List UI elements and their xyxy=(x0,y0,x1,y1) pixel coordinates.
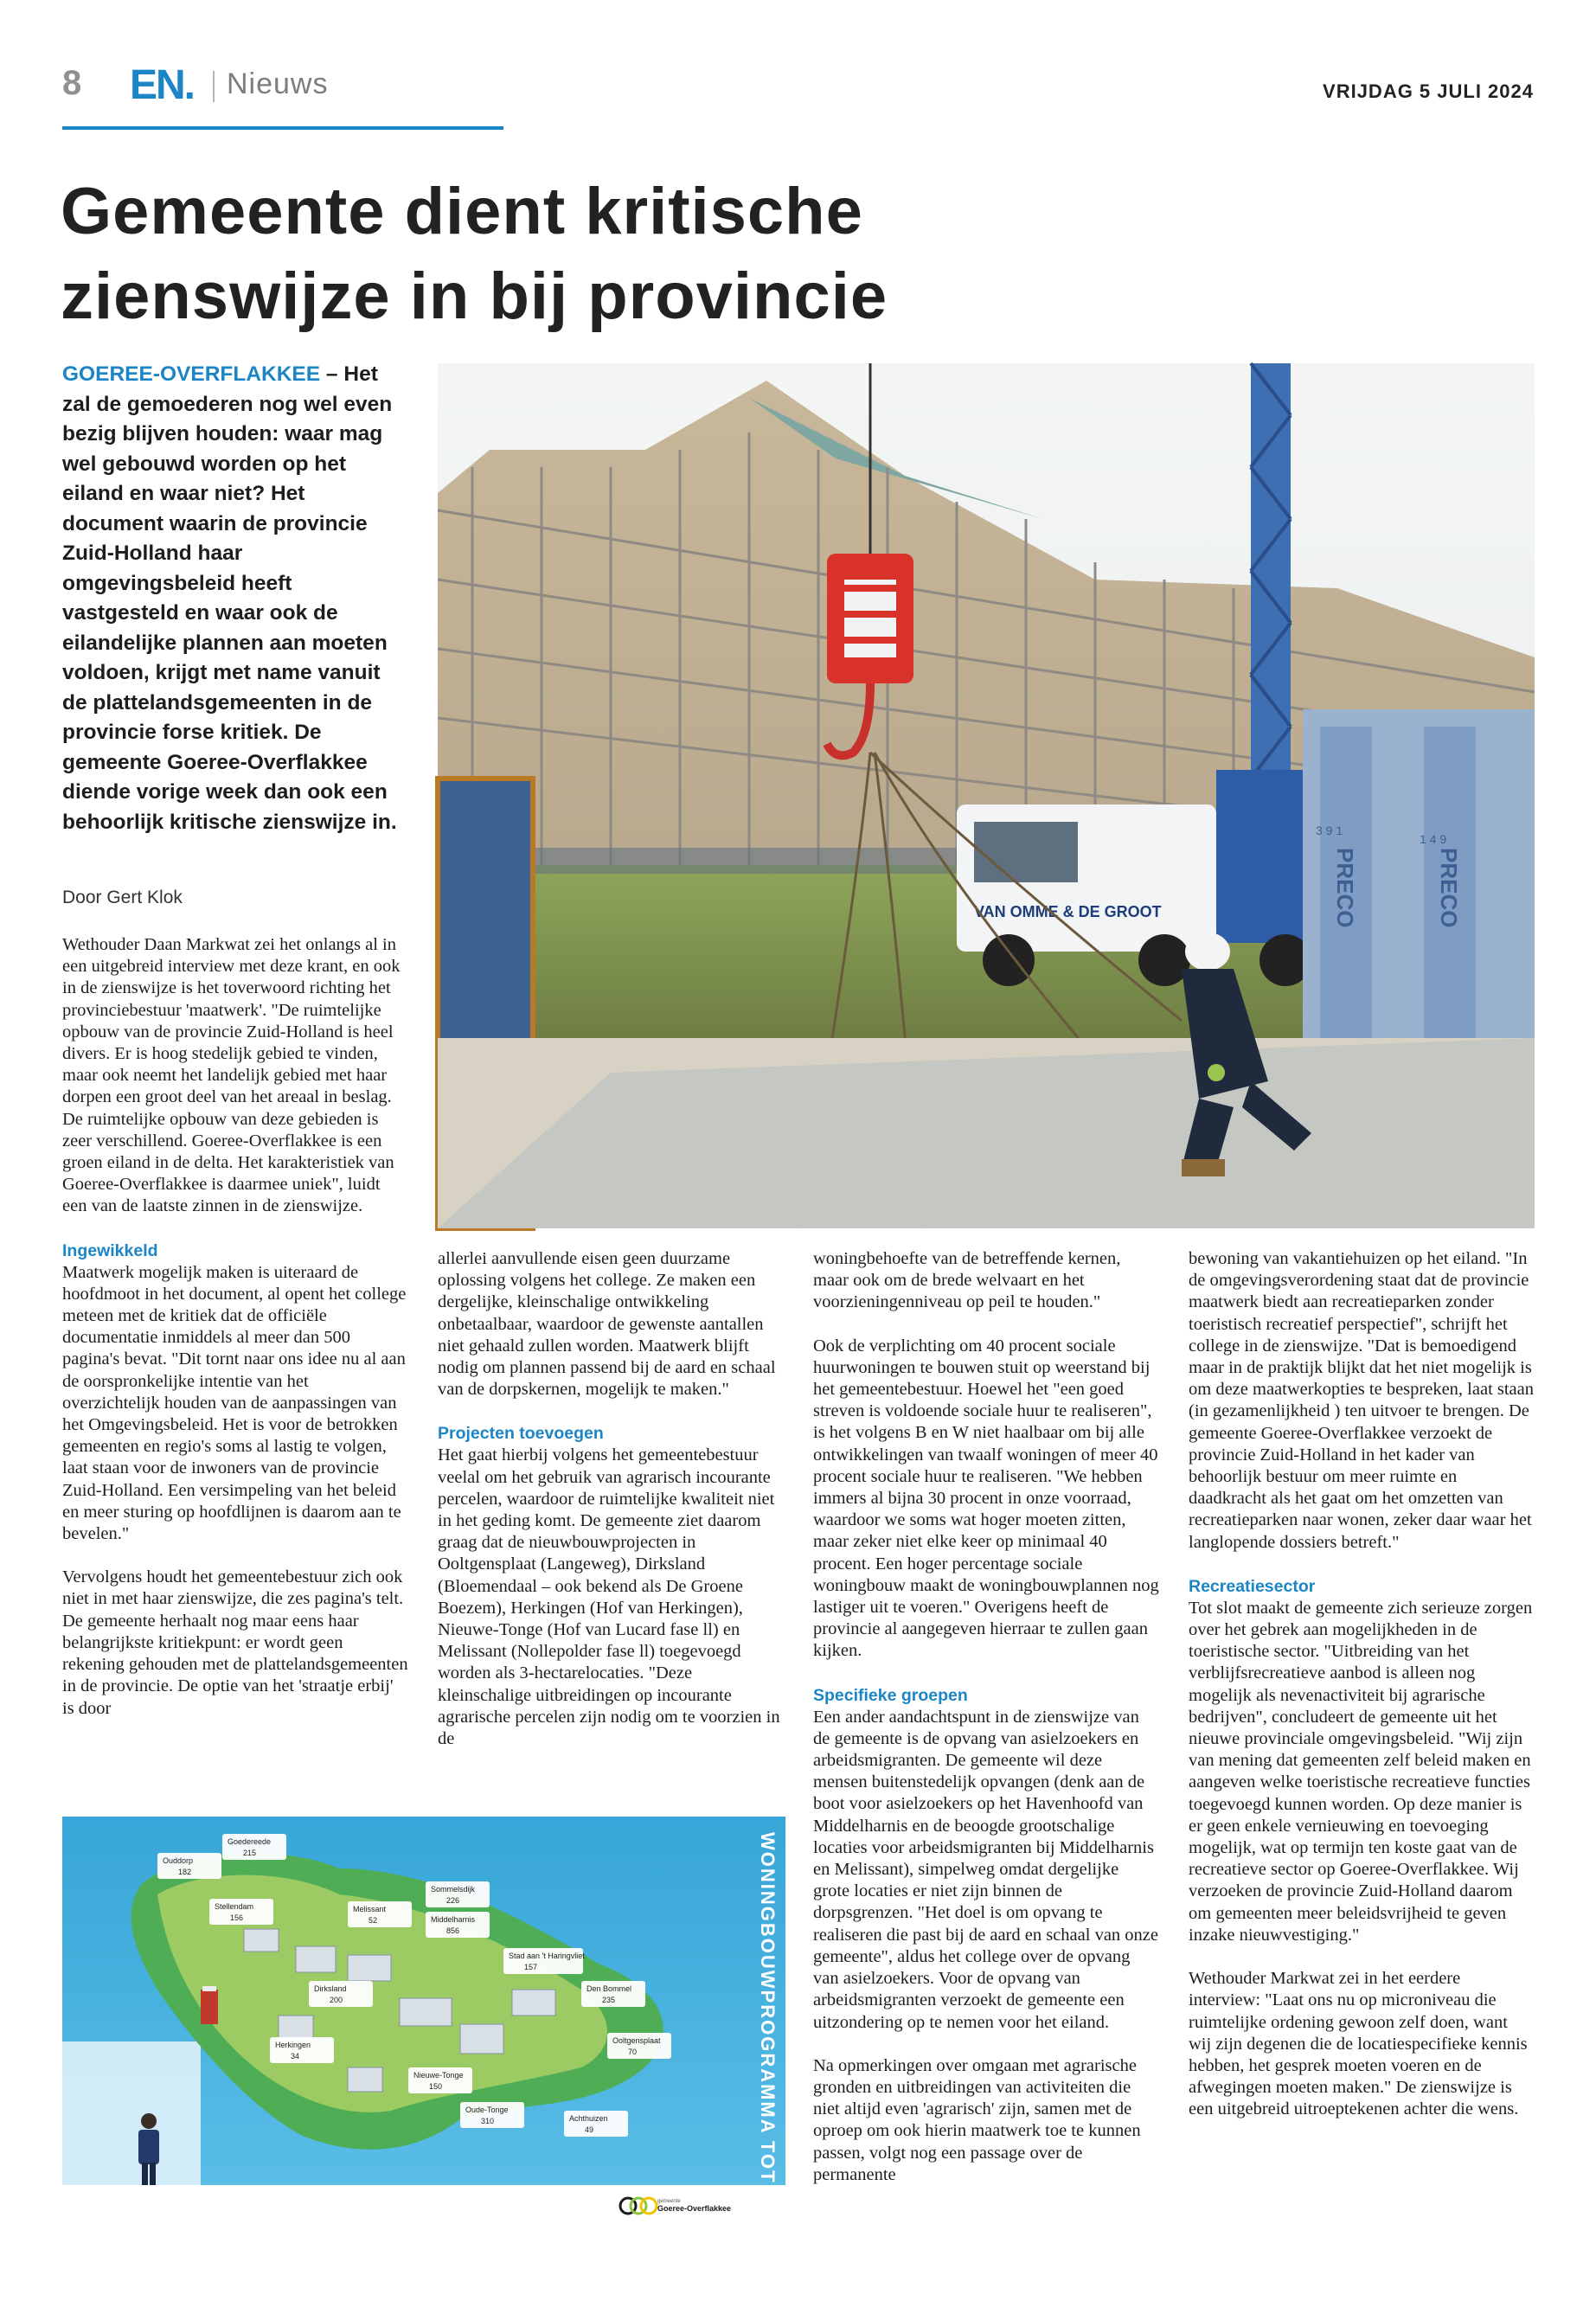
lead-paragraph xyxy=(62,360,408,837)
gemeente-logo-name: Goeree-Overflakkee xyxy=(657,2204,732,2213)
dateline-dash: – xyxy=(320,362,344,386)
place-label xyxy=(581,1981,645,2007)
paragraph: Ook de verplichting om 40 procent sociale huurwoningen te bouwen stuit op weerstand bij het gemeentebestuur. Hoewel het "een goed streven is voldoende sociale huur te realiseren", is het volgens B en W niet haalbaar om bij alle ontwikkelingen van twaalf woningen of meer 40 procent sociale huur te realiseren. "We hebben immers al bijna 30 procent in onze voorraad, waardoor we soms wat hoger moeten zitten, maar zeker niet elke keer op minimaal 40 procent. Een hoger percentage sociale woningbouw maakt de woningbouwplannen nog lastiger uit te voeren." Overigens heeft de provincie al aangegeven hierraar te zullen gaan kijken. xyxy=(813,1336,1159,1661)
place-name: Melissant xyxy=(353,1905,387,1913)
place-label xyxy=(309,1981,373,2007)
place-count: 200 xyxy=(330,1996,343,2004)
place-name: Den Bommel xyxy=(586,1984,632,1993)
place-name: Sommelsdijk xyxy=(431,1885,476,1894)
preco-label-1: PRECO xyxy=(1332,848,1358,928)
brand-logo-text: EN. xyxy=(130,62,195,108)
header-divider xyxy=(213,71,215,102)
place-name: Middelharnis xyxy=(431,1915,476,1924)
subheading: Projecten toevoegen xyxy=(438,1424,604,1444)
place-name: Ooltgensplaat xyxy=(612,2036,661,2045)
place-count: 226 xyxy=(446,1896,460,1905)
gemeente-logo-label: gemeente xyxy=(657,2199,681,2204)
truck-company-text: VAN OMME & DE GROOT xyxy=(974,903,1162,920)
place-label xyxy=(426,1881,490,1907)
place-name: Nieuwe-Tonge xyxy=(413,2071,464,2080)
place-count: 856 xyxy=(446,1926,460,1935)
headline xyxy=(61,170,1099,339)
body-column-4 xyxy=(1189,1248,1535,2143)
dateline-place: GOEREE-OVERFLAKKEE xyxy=(62,362,321,386)
place-count: 156 xyxy=(230,1913,244,1922)
place-label xyxy=(209,1899,273,1925)
paragraph: Na opmerkingen over omgaan met agrarische gronden en uitbreidingen van activiteiten die niet altijd even 'agrarisch' zijn, samen met de oproep om ook hierin maatwerk toe te kunnen passen, volgt nog een passage over de permanente xyxy=(813,2055,1141,2184)
subheading: Specifieke groepen xyxy=(813,1685,968,1705)
paragraph: woningbehoefte van de betreffende kernen, maar ook om de brede welvaart en het voorzieningenniveau op peil te houden." xyxy=(813,1249,1121,1312)
place-count: 182 xyxy=(178,1868,192,1876)
paragraph: Een ander aandachtspunt in de zienswijze van de gemeente is de opvang van asielzoekers en arbeidsmigranten. De gemeente wil deze mensen buitenstedelijk opvangen (denk aan de boot voor asielzoekers op het Havenhoofd van Middelharnis en de beoogde grootschalige locaties voor arbeidsmigranten bij Middelharnis en Melissant), simpelweg omdat dergelijke grote locaties er niet zijn binnen de dorpsgrenzen. "Het doel is om opvang te realiseren die past bij de aard en schaal van onze gemeente", aldus het college over de opvang van asielzoekers. Voor de opvang van arbeidsmigranten verzoekt de gemeente een uitzondering op te nemen voor het eiland. xyxy=(813,1707,1158,2032)
construction-photo xyxy=(438,363,1535,1228)
place-name: Herkingen xyxy=(275,2041,311,2049)
page-number: 8 xyxy=(62,64,82,102)
paragraph: bewoning van vakantiehuizen op het eiland. "In de omgevingsverordening staat dat de provincie maatwerk biedt aan recreatieparken zonder toeristisch recreatief perspectief", schrijft het college in de zienswijze. "Dat is bemoedigend maar in de praktijk blijkt dat het niet mogelijk is om deze maatwerkopties te bespreken, laat staan (in gezamenlijkheid ) ten uitvoer te brengen. De gemeente Goeree-Overflakkee verzoekt de provincie Zuid-Holland in het kader van behoorlijk bestuur om meer ruimte en daadkracht als het gaat om het omzetten van recreatieparken naar wonen, zeker daar waar het langlopende dossiers betreft." xyxy=(1189,1249,1535,1552)
place-count: 150 xyxy=(429,2082,443,2091)
byline: Door Gert Klok xyxy=(62,888,183,907)
brand-logo xyxy=(130,61,208,106)
preco-label-2: PRECO xyxy=(1436,848,1462,928)
place-count: 70 xyxy=(628,2048,638,2056)
paragraph: Maatwerk mogelijk maken is uiteraard de hoofdmoot in het document, al opent het college meteen met de kritiek dat de officiële documentatie inmiddels al meer dan 500 pagina's bevat. "Dit tornt naar ons idee nu al aan de oorspronkelijke intentie van het overzichtelijk houden van de aanpassingen van het Omgevingsbeleid. Het is voor de betrokken gemeenten en regio's soms al lastig te volgen, laat staan voor de inwoners van de provincie Zuid-Holland. Een versimpeling van het beleid en meer sturing op hoofdlijnen is daarom aan te bevelen." xyxy=(62,1262,407,1544)
place-count: 52 xyxy=(369,1916,378,1925)
headline-line: zienswijze in bij provincie xyxy=(61,260,888,333)
issue-date: VRIJDAG 5 JULI 2024 xyxy=(1323,80,1534,102)
body-column-2 xyxy=(438,1248,784,1772)
place-count: 49 xyxy=(585,2125,594,2134)
place-label xyxy=(222,1834,286,1860)
paragraph: Tot slot maakt de gemeente zich serieuze zorgen over het gebrek aan mogelijkheden in de toeristische sector. "Uitbreiding van het verblijfsrecreatieve aanbod is alleen nog mogelijk als nevenactiviteit bij agrarische bedrijven", concludeert de gemeente uit het nieuwe provinciale omgevingsbeleid. "Wij zijn van mening dat gemeenten zelf beleid maken en aangeven welke toeristische recreatieve functies toegevoegd kunnen worden. Op deze manier is er geen enkele vernieuwing en toevoeging mogelijk, wat op termijn ten koste gaat van de recreatieve sector op Goeree-Overflakkee. Wij verzoeken de provincie Zuid-Holland daarom om gemeenten meer beleidsvrijheid te geven inzake nieuwvestiging." xyxy=(1189,1598,1533,1945)
place-label xyxy=(426,1912,490,1938)
place-count: 34 xyxy=(291,2052,300,2061)
body-column-3 xyxy=(813,1248,1159,2208)
place-count: 235 xyxy=(602,1996,616,2004)
place-name: Ouddorp xyxy=(163,1856,194,1865)
paragraph: Vervolgens houdt het gemeentebestuur zich ook niet in met haar zienswijze, die zes pagina's telt. De gemeente herhaalt nog maar eens haar belangrijkste kritiekpunt: er wordt geen rekening gehouden met de plattelandsgemeenten in de provincie. De optie van het 'straatje erbij' is door xyxy=(62,1567,408,1718)
place-name: Stad aan 't Haringvliet xyxy=(509,1952,585,1960)
place-name: Stellendam xyxy=(215,1902,254,1911)
paragraph: allerlei aanvullende eisen geen duurzame oplossing volgens het college. Ze maken een dergelijke, kleinschalige ontwikkeling onbetaalbaar, waardoor de gewenste aantallen niet gehaald zullen worden. Maatwerk blijft nodig om plannen passend bij de aard en schaal van de dorpskernen, mogelijk te maken." xyxy=(438,1249,776,1400)
paragraph: Wethouder Daan Markwat zei het onlangs al in een uitgebreid interview met deze krant, en ook in de zienswijze is het toverwoord richting het provinciebestuur 'maatwerk'. "De ruimtelijke opbouw van de provincie Zuid-Holland is heel divers. Er is hoog stedelijk gebied te vinden, maar ook neemt het landelijk gebied met haar dorpen een groot deel van het areaal in beslag. De ruimtelijke opbouw van deze gebieden is zeer verschillend. Goeree-Overflakkee is een groen eiland in de delta. Het karakteristiek van Goeree-Overflakkee is daarmee uniek", luidt een van de laatste zinnen in de zienswijze. xyxy=(62,935,401,1216)
place-label xyxy=(157,1853,221,1879)
place-label xyxy=(607,2033,671,2059)
headline-line: Gemeente dient kritische xyxy=(61,175,863,248)
paragraph: Wethouder Markwat zei in het eerdere interview: "Laat ons nu op microniveau die ruimtelijke ordening gewoon zelf doen, want wij zijn degenen die de locatiespecifieke kennis hebben, het gesprek moeten voeren en de afwegingen moeten maken." De zienswijze is een uitgebreid uitroeptekenen achter die wens. xyxy=(1189,1969,1528,2119)
place-name: Dirksland xyxy=(314,1984,347,1993)
place-label xyxy=(408,2067,472,2093)
subheading: Ingewikkeld xyxy=(62,1240,158,1260)
place-label xyxy=(564,2111,628,2137)
place-label xyxy=(270,2037,334,2063)
place-label xyxy=(503,1948,585,1974)
paragraph: Het gaat hierbij volgens het gemeentebestuur veelal om het gebruik van agrarisch incourante percelen, waardoor de ruimtelijke kwaliteit niet in het geding komt. De gemeente ziet daarom graag dat de nieuwbouwprojecten in Ooltgensplaat (Langeweg), Dirksland (Bloemendaal – ook bekend als De Groene Boezem), Herkingen (Hof van Herkingen), Nieuwe-Tonge (Hof van Lucard fase ll) en Melissant (Nollepolder fase ll) toegevoegd worden als 3-hectarelocaties. "Deze kleinschalige uitbreidingen op incourante agrarische percelen zijn nodig om te voorzien in de xyxy=(438,1445,780,1749)
subheading: Recreatiesector xyxy=(1189,1576,1316,1596)
place-count: 157 xyxy=(524,1963,538,1971)
place-count: 310 xyxy=(481,2117,495,2125)
infographic-title: WONINGBOUWPROGRAMMA TOT 2030 xyxy=(757,1832,779,2240)
place-name: Goedereede xyxy=(228,1837,272,1846)
place-label xyxy=(460,2102,524,2128)
section-label: Nieuws xyxy=(227,67,329,100)
place-name: Oude-Tonge xyxy=(465,2106,509,2114)
place-name: Achthuizen xyxy=(569,2114,608,2123)
lead-text: Het zal de gemoederen nog wel even bezig blijven houden: waar mag wel gebouwd worden op het eiland en waar niet? Het document waarin de provincie Zuid-Holland haar omgevingsbeleid heeft vastgesteld en waar ook de eilandelijke plannen aan moeten voldoen, krijgt met name vanuit de plattelandsgemeenten in de provincie forse kritiek. De gemeente Goeree-Overflakkee diende vorige week dan ook een behoorlijk kritische zienswijze in. xyxy=(62,362,397,834)
header-rule xyxy=(62,126,503,130)
gemeente-logo xyxy=(618,2192,732,2228)
place-count: 215 xyxy=(243,1849,257,1857)
place-label xyxy=(348,1901,412,1927)
frame-number-1: 3 9 1 xyxy=(1316,824,1343,837)
body-column-1 xyxy=(62,934,408,1741)
frame-number-2: 1 4 9 xyxy=(1420,832,1447,846)
